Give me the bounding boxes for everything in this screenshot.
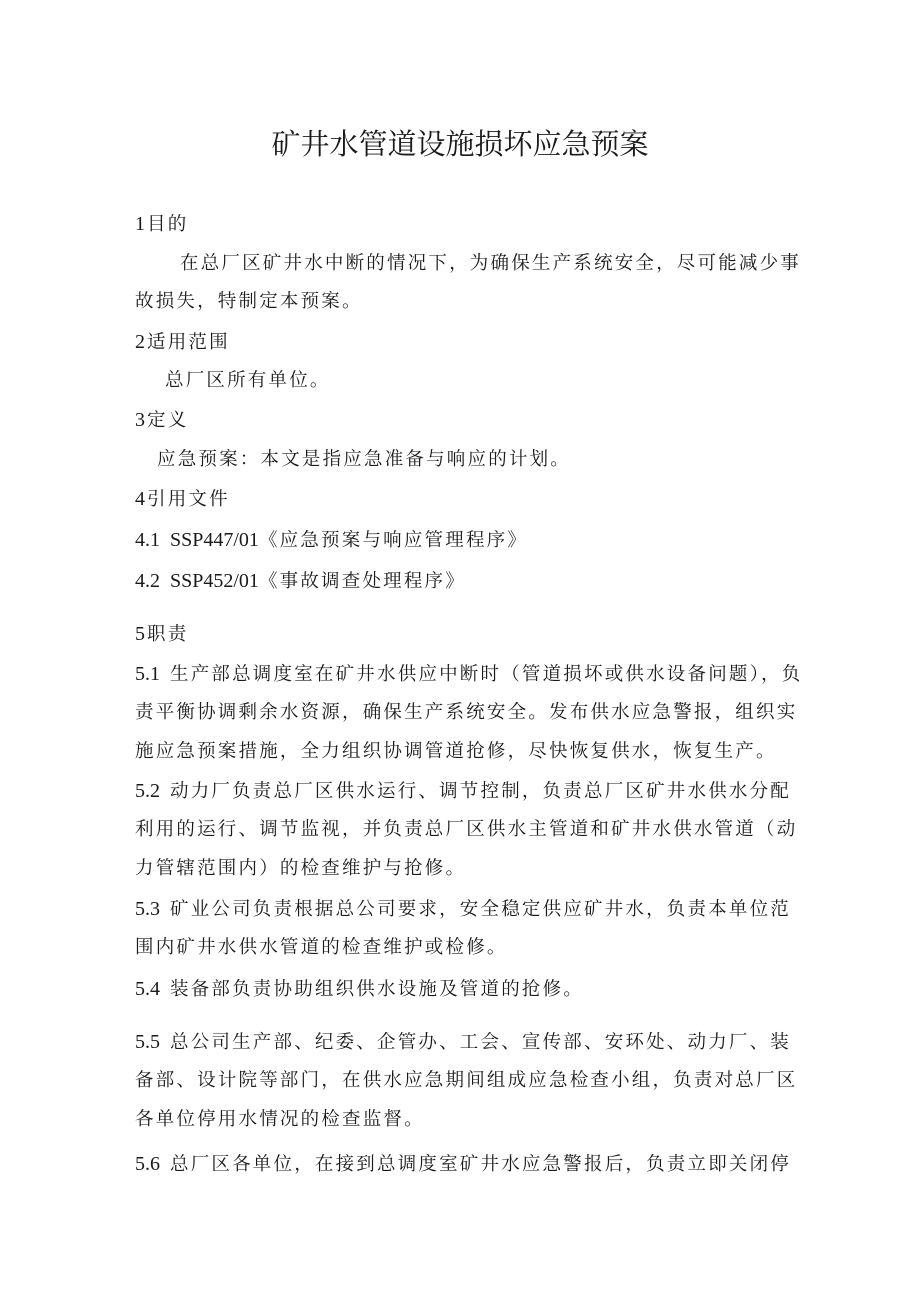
item-text: 动力厂负责总厂区供水运行、调节控制，负责总厂区矿井水供水分配 [170, 781, 792, 802]
section-number: 1 [135, 213, 145, 235]
section-5-heading [135, 619, 188, 650]
item-number: 5.3 [135, 898, 160, 920]
section-title: 定义 [147, 410, 189, 431]
item-number: 4.1 [135, 529, 160, 551]
paragraph-line: 应急预案：本文是指应急准备与响应的计划。 [157, 449, 572, 470]
item-5-1-line-1 [135, 659, 802, 690]
item-number: 5.1 [135, 663, 160, 685]
item-5-4-line-1 [135, 974, 584, 1005]
paragraph-line: 责平衡协调剩余水资源，确保生产系统安全。发布供水应急警报，组织实 [135, 702, 798, 723]
document-title: 矿井水管道设施损坏应急预案 [271, 127, 649, 161]
section-title: 引用文件 [147, 489, 230, 510]
document-title-ref: 《事故调查处理程序》 [258, 571, 466, 592]
reference-item-4-2 [135, 566, 466, 597]
paragraph-line: 在总厂区矿井水中断的情况下，为确保生产系统安全，尽可能减少事 [180, 253, 802, 274]
item-text: 生产部总调度室在矿井水供应中断时（管道损坏或供水设备问题），负 [170, 664, 803, 685]
item-5-5-line-1 [135, 1027, 791, 1058]
document-code: SSP452/01 [170, 570, 259, 592]
item-5-6-line-1 [135, 1149, 791, 1180]
item-5-2-line-1 [135, 776, 791, 807]
item-text: 装备部负责协助组织供水设施及管道的抢修。 [170, 979, 585, 1000]
paragraph-line: 施应急预案措施，全力组织协调管道抢修，尽快恢复供水，恢复生产。 [135, 741, 777, 762]
item-text: 矿业公司负责根据总公司要求，安全稳定供应矿井水，负责本单位范 [170, 899, 792, 920]
paragraph-line: 各单位停用水情况的检查监督。 [135, 1109, 425, 1130]
paragraph-line: 力管辖范围内）的检查维护与抢修。 [135, 858, 467, 879]
section-number: 2 [135, 331, 145, 353]
item-text: 总厂区各单位，在接到总调度室矿井水应急警报后，负责立即关闭停 [170, 1154, 792, 1175]
paragraph-line: 故损失，特制定本预案。 [135, 291, 363, 312]
reference-item-4-1 [135, 525, 528, 556]
item-number: 5.2 [135, 780, 160, 802]
section-number: 3 [135, 409, 145, 431]
section-2-heading [135, 327, 230, 358]
item-number: 4.2 [135, 570, 160, 592]
paragraph-line: 总厂区所有单位。 [165, 370, 331, 391]
paragraph-line: 利用的运行、调节监视，并负责总厂区供水主管道和矿井水供水管道（动 [135, 819, 798, 840]
section-number: 5 [135, 623, 145, 645]
paragraph-line: 围内矿井水供水管道的检查维护或检修。 [135, 937, 508, 958]
section-number: 4 [135, 488, 145, 510]
section-title: 适用范围 [147, 332, 230, 353]
section-1-heading [135, 209, 188, 240]
section-title: 职责 [147, 624, 189, 645]
section-title: 目的 [147, 214, 189, 235]
item-number: 5.4 [135, 978, 160, 1000]
section-4-heading [135, 484, 230, 515]
section-3-heading [135, 405, 188, 436]
document-title-ref: 《应急预案与响应管理程序》 [258, 530, 529, 551]
item-number: 5.5 [135, 1031, 160, 1053]
item-5-3-line-1 [135, 894, 791, 925]
item-number: 5.6 [135, 1153, 160, 1175]
paragraph-line: 备部、设计院等部门，在供水应急期间组成应急检查小组，负责对总厂区 [135, 1070, 798, 1091]
document-code: SSP447/01 [170, 529, 259, 551]
item-text: 总公司生产部、纪委、企管办、工会、宣传部、安环处、动力厂、装 [170, 1032, 792, 1053]
